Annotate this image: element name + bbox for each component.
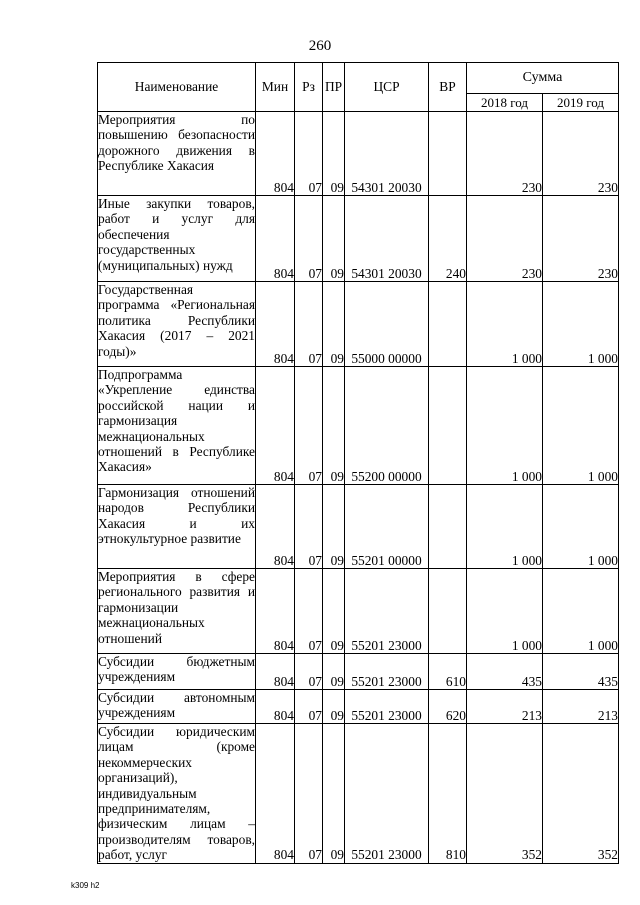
row-vr: 610 [429, 654, 467, 690]
row-sum-2019: 435 [543, 654, 619, 690]
row-rz: 07 [295, 654, 323, 690]
row-rz: 07 [295, 196, 323, 282]
row-name: Мероприятия по повышению безопасности дорожного движения в Республике Хакасия [98, 112, 256, 196]
row-pr: 09 [323, 724, 345, 864]
row-name: Государственная программа «Региональная политика Республики Хакасия (2017 – 2021 годы)» [98, 282, 256, 367]
row-csr: 54301 20030 [345, 196, 429, 282]
table-row [98, 112, 619, 196]
row-vr [429, 282, 467, 367]
row-sum-2018: 1 000 [467, 367, 543, 485]
row-sum-2018: 1 000 [467, 282, 543, 367]
row-sum-2019: 230 [543, 112, 619, 196]
row-min: 804 [256, 569, 295, 654]
row-csr: 55201 00000 [345, 485, 429, 569]
row-rz: 07 [295, 569, 323, 654]
table-row [98, 690, 619, 724]
table-row [98, 196, 619, 282]
header-year-2019: 2019 год [543, 94, 619, 112]
header-year-2018: 2018 год [467, 94, 543, 112]
row-csr: 55201 23000 [345, 690, 429, 724]
row-min: 804 [256, 112, 295, 196]
row-min: 804 [256, 485, 295, 569]
row-min: 804 [256, 724, 295, 864]
row-name: Субсидии бюджетным учреждениям [98, 654, 256, 690]
table-row [98, 367, 619, 485]
row-rz: 07 [295, 724, 323, 864]
row-vr: 810 [429, 724, 467, 864]
row-pr: 09 [323, 654, 345, 690]
row-pr: 09 [323, 282, 345, 367]
row-name: Субсидии юридическим лицам (кроме некоммерческих организаций), индивидуальным предпринимателям, физическим лицам – производителям товаров, работ, услуг [98, 724, 255, 863]
row-name: Подпрограмма «Укрепление единства российской нации и гармонизация межнациональных отношений в Республике Хакасия» [98, 367, 256, 485]
page-number: 260 [308, 38, 332, 54]
row-name: Гармонизация отношений народов Республики Хакасия и их этнокультурное развитие [98, 485, 256, 569]
row-name: Мероприятия в сфере регионального развития и гармонизации межнациональных отношений [98, 569, 256, 654]
row-sum-2019: 213 [543, 690, 619, 724]
row-sum-2019: 1 000 [543, 485, 619, 569]
row-csr: 55201 23000 [345, 569, 429, 654]
row-rz: 07 [295, 282, 323, 367]
row-vr [429, 569, 467, 654]
row-sum-2018: 1 000 [467, 569, 543, 654]
header-name: Наименование [98, 63, 256, 112]
row-min: 804 [256, 367, 295, 485]
row-csr: 54301 20030 [345, 112, 429, 196]
row-sum-2018: 352 [467, 724, 543, 864]
row-min: 804 [256, 654, 295, 690]
row-vr: 620 [429, 690, 467, 724]
header-row [98, 63, 619, 94]
row-pr: 09 [323, 690, 345, 724]
row-sum-2018: 1 000 [467, 485, 543, 569]
row-vr [429, 485, 467, 569]
header-min: Мин [256, 63, 295, 112]
header-vr: ВР [429, 63, 467, 112]
row-pr: 09 [323, 367, 345, 485]
row-rz: 07 [295, 485, 323, 569]
row-rz: 07 [295, 690, 323, 724]
table-row [98, 569, 619, 654]
row-csr: 55200 00000 [345, 367, 429, 485]
header-pr: ПР [323, 63, 345, 112]
row-pr: 09 [323, 569, 345, 654]
row-vr: 240 [429, 196, 467, 282]
row-rz: 07 [295, 112, 323, 196]
row-min: 804 [256, 196, 295, 282]
row-pr: 09 [323, 485, 345, 569]
row-sum-2019: 352 [543, 724, 619, 864]
row-sum-2019: 230 [543, 196, 619, 282]
row-sum-2019: 1 000 [543, 282, 619, 367]
row-csr: 55201 23000 [345, 654, 429, 690]
header-csr: ЦСР [345, 63, 429, 112]
row-sum-2019: 1 000 [543, 569, 619, 654]
budget-table [97, 62, 619, 864]
row-vr [429, 367, 467, 485]
row-csr: 55201 23000 [345, 724, 429, 864]
row-pr: 09 [323, 112, 345, 196]
footer-code: k309 h2 [71, 881, 100, 890]
row-sum-2018: 230 [467, 112, 543, 196]
row-csr: 55000 00000 [345, 282, 429, 367]
row-name: Иные закупки товаров, работ и услуг для обеспечения государственных (муниципальных) нужд [98, 196, 256, 282]
table-row [98, 724, 619, 864]
row-rz: 07 [295, 367, 323, 485]
row-min: 804 [256, 690, 295, 724]
row-sum-2018: 435 [467, 654, 543, 690]
row-name: Субсидии автономным учреждениям [98, 690, 256, 724]
table-row [98, 282, 619, 367]
row-vr [429, 112, 467, 196]
row-sum-2018: 213 [467, 690, 543, 724]
table-row [98, 654, 619, 690]
table-row [98, 485, 619, 569]
row-min: 804 [256, 282, 295, 367]
header-sum: Сумма [467, 63, 619, 94]
row-sum-2018: 230 [467, 196, 543, 282]
header-rz: Рз [295, 63, 323, 112]
row-sum-2019: 1 000 [543, 367, 619, 485]
row-pr: 09 [323, 196, 345, 282]
